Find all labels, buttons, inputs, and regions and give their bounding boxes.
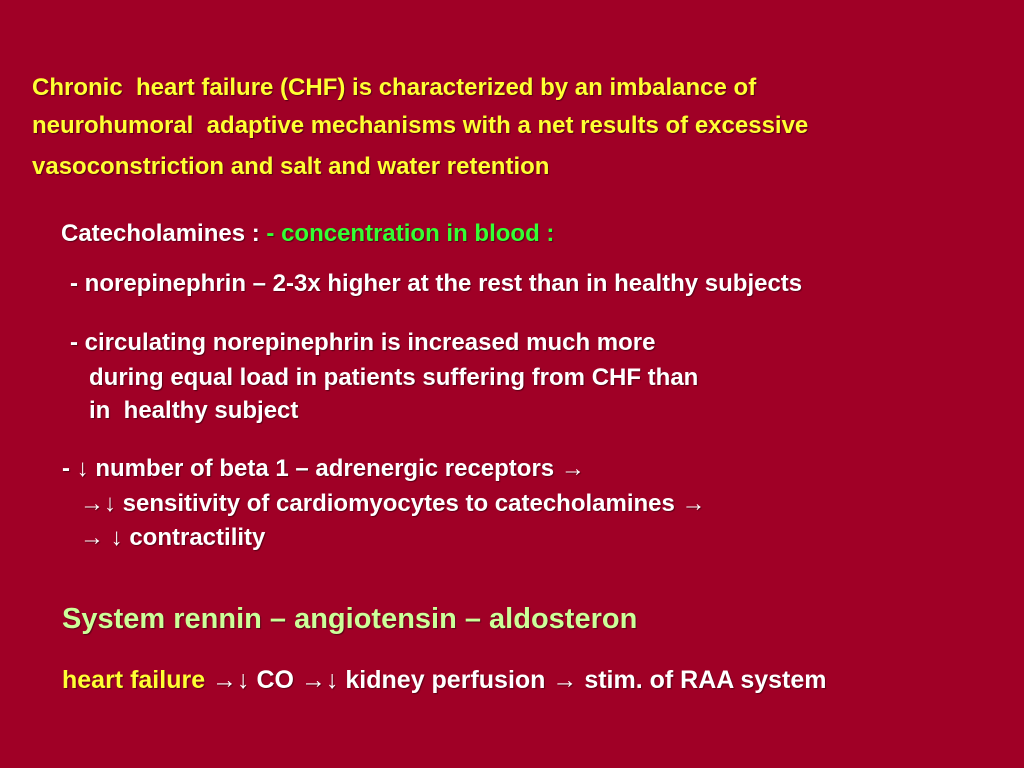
bullet-circulating-line-2: during equal load in patients suffering from CHF than [89, 364, 699, 391]
bullet-receptors-line-3: → ↓ contractility [80, 524, 266, 551]
raas-chain [62, 666, 827, 695]
bullet-text: norepinephrin – 2-3x higher at the rest than in healthy subjects [78, 270, 803, 297]
bullet-dash: - [70, 329, 78, 356]
heart-failure-label: heart failure [62, 666, 206, 694]
bullet-dash: - [62, 455, 70, 482]
bullet-norepinephrin [70, 270, 802, 298]
bullet-circulating-line-3: in healthy subject [89, 397, 299, 424]
bullet-text: circulating norepinephrin is increased much more [78, 329, 656, 356]
intro-line-3: vasoconstriction and salt and water retention [32, 153, 550, 180]
catecholamines-heading [61, 220, 554, 248]
bullet-circulating-line-1 [70, 329, 655, 357]
bullet-text: ↓ number of beta 1 – adrenergic receptors → [70, 455, 585, 482]
raas-heading: System rennin – angiotensin – aldosteron [62, 603, 638, 635]
bullet-dash: - [70, 270, 78, 297]
catecholamines-highlight: - concentration in blood : [266, 220, 555, 247]
bullet-receptors-line-1 [62, 455, 585, 483]
intro-line-1: Chronic heart failure (CHF) is characterized by an imbalance of [32, 74, 757, 101]
raas-chain-text: →↓ CO →↓ kidney perfusion → stim. of RAA system [205, 666, 827, 694]
intro-line-2: neurohumoral adaptive mechanisms with a net results of excessive [32, 112, 809, 139]
bullet-receptors-line-2: →↓ sensitivity of cardiomyocytes to catecholamines → [80, 490, 706, 517]
catecholamines-label: Catecholamines : [61, 220, 267, 247]
